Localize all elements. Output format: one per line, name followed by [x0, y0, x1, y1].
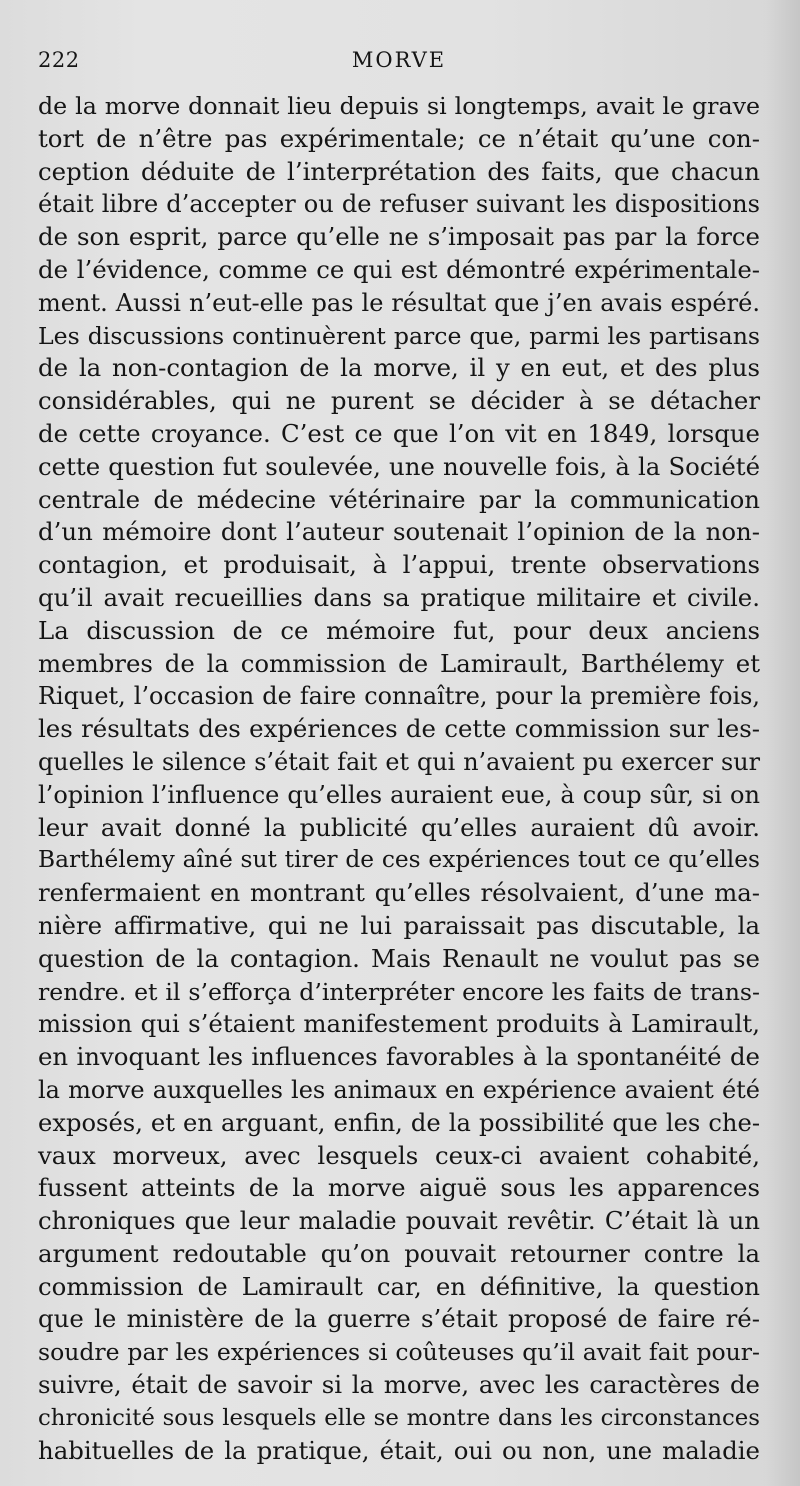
text-line: argument redoutable qu’on pouvait retourner contre la [38, 1238, 760, 1268]
body-text [38, 90, 760, 1467]
text-line: l’opinion l’influence qu’elles auraient eue, à coup sûr, si on [38, 780, 760, 809]
text-line: fussent atteints de la morve aiguë sous les apparences [38, 1173, 760, 1203]
page-header [38, 48, 760, 80]
text-line: centrale de médecine vétérinaire par la communication [38, 484, 760, 514]
text-line: Barthélemy aîné sut tirer de ces expériences tout ce qu’elles [38, 846, 760, 874]
text-line: tort de n’être pas expérimentale; ce n’était qu’une con- [38, 123, 760, 153]
text-line: considérables, qui ne purent se décider à se détacher [38, 386, 760, 416]
text-line: chronicité sous lesquels elle se montre dans les circonstances [38, 1404, 760, 1431]
text-line: de la morve donnait lieu depuis si longtemps, avait le grave [38, 92, 760, 120]
text-line: soudre par les expériences si coûteuses qu’il avait fait pour- [38, 1338, 760, 1367]
text-line: la morve auxquelles les animaux en expérience avaient été [38, 1075, 760, 1104]
running-head: MORVE [351, 48, 447, 72]
text-line: de cette croyance. C’est ce que l’on vit en 1849, lorsque [38, 418, 760, 448]
text-line: Les discussions continuèrent parce que, parmi les partisans [38, 321, 760, 350]
text-line: était libre d’accepter ou de refuser suivant les dispositions [38, 190, 760, 219]
text-line: vaux morveux, avec lesquels ceux-ci avaient cohabité, [38, 1140, 760, 1170]
text-line: habituelles de la pratique, était, oui ou non, une maladie [38, 1435, 760, 1465]
text-line: nière affirmative, qui ne lui paraissait pas discutable, la [38, 910, 760, 940]
text-line: qu’il avait recueillies dans sa pratique militaire et civile. [38, 582, 760, 612]
text-line: rendre. et il s’efforça d’interpréter encore les faits de trans- [38, 977, 760, 1006]
text-line: suivre, était de savoir si la morve, avec les caractères de [38, 1370, 760, 1400]
text-line: quelles le silence s’était fait et qui n’avaient pu exercer sur [38, 747, 760, 776]
text-line: leur avait donné la publicité qu’elles auraient dû avoir. [38, 812, 760, 842]
text-line: les résultats des expériences de cette commission sur les- [38, 714, 760, 744]
text-line: contagion, et produisait, à l’appui, trente observations [38, 550, 760, 580]
text-line: La discussion de ce mémoire fut, pour deux anciens [38, 615, 760, 645]
text-line: exposés, et en arguant, enfin, de la possibilité que les che- [38, 1108, 760, 1137]
page-edge-shadow [766, 0, 800, 1486]
text-line: commission de Lamirault car, en définitive, la question [38, 1271, 760, 1301]
text-line: ception déduite de l’interprétation des faits, que chacun [38, 156, 760, 186]
text-line: mission qui s’étaient manifestement produits à Lamirault, [38, 1009, 760, 1039]
text-line: en invoquant les influences favorables à la spontanéité de [38, 1042, 760, 1072]
text-line: de l’évidence, comme ce qui est démontré expérimentale- [38, 254, 760, 284]
text-line: de son esprit, parce qu’elle ne s’imposait pas par la force [38, 222, 760, 252]
text-line: membres de la commission de Lamirault, Barthélemy et [38, 648, 760, 678]
text-line: question de la contagion. Mais Renault ne voulut pas se [38, 943, 760, 973]
text-line: renfermaient en montrant qu’elles résolvaient, d’une ma- [38, 878, 760, 908]
text-line: de la non-contagion de la morve, il y en eut, et des plus [38, 353, 760, 383]
text-line: d’un mémoire dont l’auteur soutenait l’opinion de la non- [38, 517, 760, 547]
page-number: 222 [38, 48, 80, 72]
text-line: que le ministère de la guerre s’était proposé de faire ré- [38, 1304, 760, 1334]
text-line: cette question fut soulevée, une nouvelle fois, à la Société [38, 451, 760, 481]
text-line: Riquet, l’occasion de faire connaître, pour la première fois, [38, 682, 760, 711]
text-line: chroniques que leur maladie pouvait revêtir. C’était là un [38, 1206, 760, 1236]
text-line: ment. Aussi n’eut-elle pas le résultat que j’en avais espéré. [38, 288, 760, 317]
